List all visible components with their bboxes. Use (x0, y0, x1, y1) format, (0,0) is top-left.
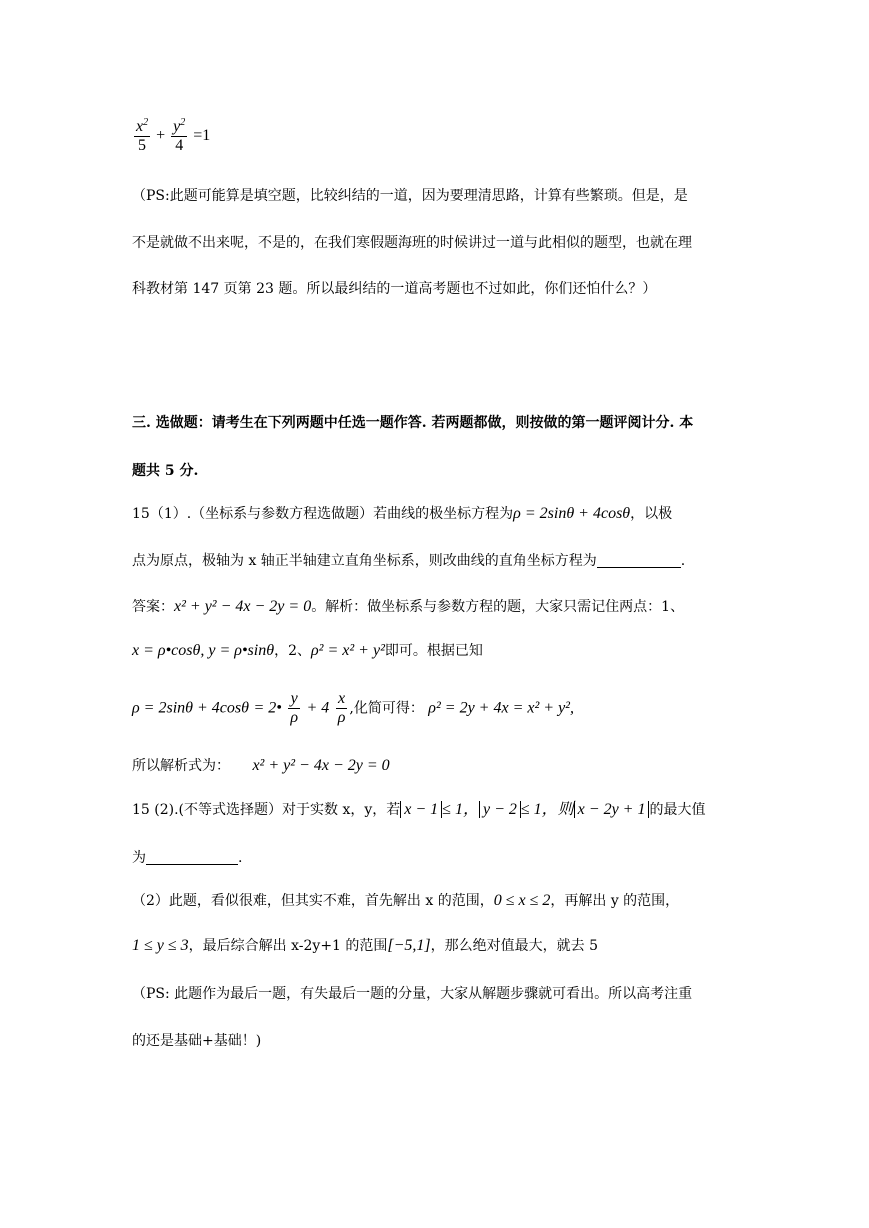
expression-range: [−5,1] (387, 937, 431, 954)
y-var: y (173, 118, 181, 135)
answer1-line1 (132, 596, 684, 618)
denominator-4: 4 (175, 137, 184, 154)
condition-1: ≤ 1， (442, 801, 479, 818)
frac-den-rho: ρ (290, 709, 298, 726)
ps2-line2: 的还是基础+基础！) (132, 1033, 262, 1049)
answer1-line4 (132, 755, 390, 777)
abs-x-minus-1: x − 1 (400, 801, 442, 818)
q15-1-line1 (132, 503, 672, 525)
answer2-text-a: （2）此题，看似很难，但其实不难，首先解出 x 的范围， (132, 893, 494, 909)
frac-den-rho: ρ (337, 709, 346, 726)
condition-2: ≤ 1，则 (520, 801, 574, 818)
section3-heading-line2: 题共 5 分. (132, 463, 199, 479)
q15-2-line2-text: 为 (132, 850, 146, 866)
polar-equation-repeat: ρ = 2sinθ + 4cosθ (132, 699, 249, 717)
answer-label: 答案： (132, 599, 174, 615)
answer1-explanation: 。解析：做坐标系与参数方程的题，大家只需记住两点：1、 (311, 599, 685, 615)
answer2-text-b: ，再解出 y 的范围， (550, 893, 680, 909)
fraction-y2-over-4 (171, 118, 187, 155)
q15-1-line2-text: 点为原点，极轴为 x 轴正半轴建立直角坐标系，则改曲线的直角坐标方程为 (132, 553, 597, 569)
substitution-start: = 2• (253, 699, 282, 717)
conversion-formula: x = ρ•cosθ, y = ρ•sinθ (132, 642, 275, 659)
answer1-line2 (132, 640, 483, 662)
answer1-line2-end: 即可。根据已知 (384, 643, 483, 659)
result-equation: x² + y² − 4x − 2y = 0 (252, 757, 390, 774)
ps1-line1: （PS:此题可能算是填空题，比较纠结的一道，因为要理清思路，计算有些繁琐。但是，是 (132, 188, 688, 204)
q15-1-prefix: 15（1）.（坐标系与参数方程选做题）若曲线的极坐标方程为 (132, 506, 514, 522)
fraction-x-over-rho (336, 690, 348, 727)
answer2-line1 (132, 890, 679, 912)
q15-2-prefix: 15 (2).(不等式选择题）对于实数 x，y，若 (132, 802, 401, 818)
denominator-5: 5 (138, 137, 147, 154)
ellipse-equation (132, 118, 210, 155)
section3-heading-line1: 三. 选做题：请考生在下列两题中任选一题作答. 若两题都做，则按做的第一题评阅计分. 本 (132, 415, 694, 431)
period: . (680, 553, 686, 569)
x-range: 0 ≤ x ≤ 2 (493, 892, 551, 909)
answer2-line2 (132, 935, 598, 957)
equals-one: =1 (193, 127, 211, 145)
exp-2: 2 (143, 117, 149, 128)
fraction-x2-over-5 (134, 118, 150, 155)
abs-expression: x − 2y + 1 (574, 801, 650, 818)
answer-blank (146, 850, 238, 865)
x-var: x (136, 118, 144, 135)
ps1-line3: 科教材第 147 页第 23 题。所以最纠结的一道高考题也不过如此，你们还怕什么？） (132, 281, 657, 297)
period: . (238, 850, 243, 866)
q15-2-line2 (132, 847, 242, 869)
plus-four: + 4 (306, 699, 330, 717)
y-range: 1 ≤ y ≤ 3 (132, 937, 189, 954)
answer1-line3 (132, 690, 574, 727)
simplified-equation: ρ² = 2y + 4x = x² + y², (428, 699, 574, 717)
result-label: 所以解析式为： (132, 758, 230, 774)
answer-blank (597, 553, 681, 568)
cartesian-equation: x² + y² − 4x − 2y = 0 (174, 598, 312, 615)
answer1-point2-label: ，2、 (274, 643, 311, 659)
plus-sign: + (156, 127, 166, 145)
rho-squared-formula: ρ² = x² + y² (311, 642, 385, 659)
polar-equation: ρ = 2sinθ + 4cosθ (513, 505, 631, 522)
q15-1-line2 (132, 550, 685, 572)
frac-num-y: y (288, 690, 300, 709)
ps1-line2: 不是就做不出来呢，不是的，在我们寒假题海班的时候讲过一道与此相似的题型，也就在理 (132, 235, 692, 251)
q15-2-line1 (132, 799, 705, 821)
fraction-y-over-rho (288, 690, 300, 727)
exp-2: 2 (180, 117, 186, 128)
answer2-text-c: ，最后综合解出 x-2y+1 的范围 (188, 938, 388, 954)
simplify-label: ,化简可得： (349, 700, 424, 717)
q15-1-suffix: ，以极 (630, 506, 673, 522)
abs-y-minus-2: y − 2 (479, 801, 521, 818)
frac-num-x: x (336, 690, 348, 709)
q15-2-suffix: 的最大值 (649, 802, 706, 818)
ps2-line1: （PS: 此题作为最后一题，有失最后一题的分量，大家从解题步骤就可看出。所以高考注重 (132, 986, 693, 1002)
answer2-text-d: ，那么绝对值最大，就去 5 (430, 938, 599, 954)
